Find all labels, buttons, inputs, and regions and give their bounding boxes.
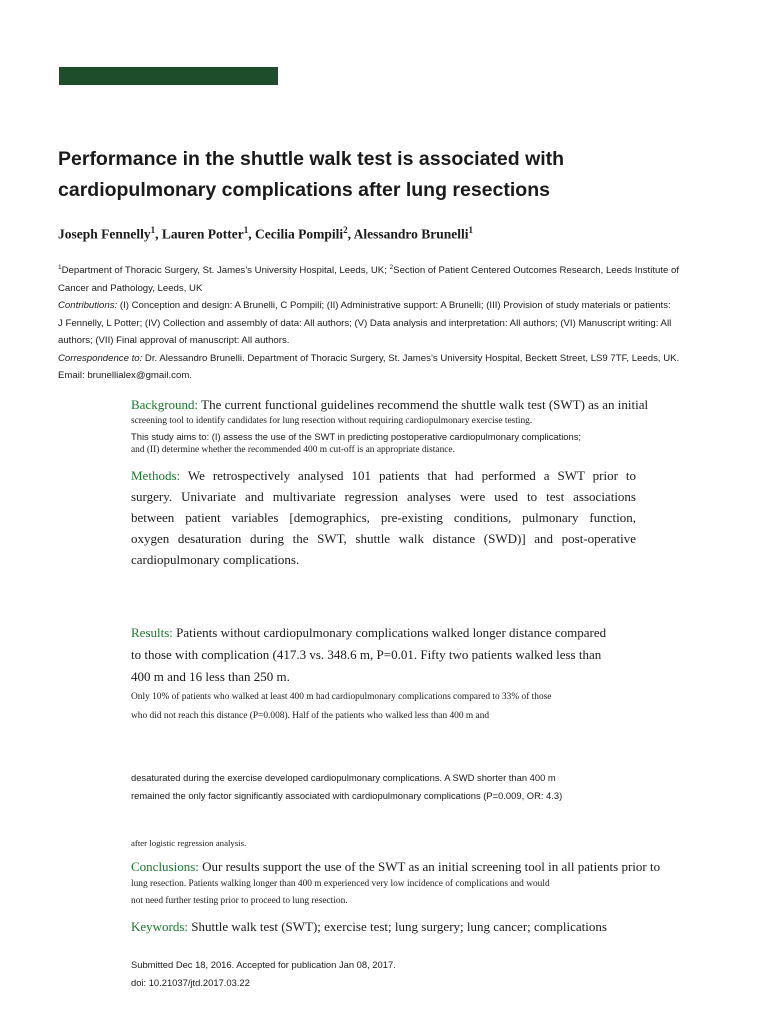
abstract-results-end: after logistic regression analysis. (131, 838, 247, 848)
abstract-methods: Methods: We retrospectively analysed 101 patients that had performed a SWT prior to surgery. Univariate and multivariate regression analyses were used to test associations between patient variables [demographics, pre-existing conditions, pulmonary function, oxygen desaturation during the SWT, shuttle walk distance (SWD)] and post-operative cardiopulmonary complications. (131, 468, 636, 567)
correspondence-email: Email: brunellialex@gmail.com. (58, 370, 192, 382)
doi-line: doi: 10.21037/jtd.2017.03.22 (131, 977, 250, 988)
header-color-bar (59, 67, 278, 85)
author-name: Lauren Potter (161, 226, 244, 242)
conclusions-label: Conclusions: (131, 859, 199, 874)
contributions-line: Contributions: (I) Conception and design: A Brunelli, C Pompili; (II) Administrative support: A Brunelli; (III) Provision of study materials or patients: (58, 300, 671, 312)
author-affiliation-mark: 1 (243, 225, 249, 235)
author-name: Joseph Fennelly (58, 226, 151, 242)
title-line-1: Performance in the shuttle walk test is associated with (58, 148, 565, 170)
affiliation-line: $^1$Department of Thoracic Surgery, St. James’s University Hospital, Leeds, UK; $^2$Section of Patient Centered Outcomes Research, Leeds Institute of Cancer and Pathology, Leeds, UK (58, 264, 680, 294)
author-name: Alessandro Brunelli (353, 226, 469, 242)
author-name: Cecilia Pompili (255, 226, 344, 242)
abstract-results-continued: desaturated during the exercise developed cardiopulmonary complications. A SWD shorter than 400 m remained the only factor significantly associated with cardiopulmonary complications (P=0.009, OR: 4.3) (131, 772, 563, 801)
contributions-line: authors; (VII) Final approval of manuscript: All authors. (58, 335, 290, 347)
submission-dates: Submitted Dec 18, 2016. Accepted for publication Jan 08, 2017. (131, 959, 396, 970)
background-label: Background: (131, 397, 199, 412)
contributions-line: J Fennelly, L Potter; (IV) Collection and assembly of data: All authors; (V) Data analysis and interpretation: All authors; (VI) Manuscript writing: All (58, 317, 672, 329)
title-line-2: cardiopulmonary complications after lung resections (58, 179, 550, 201)
abstract-keywords (131, 919, 686, 935)
author-affiliation-mark: 1 (150, 225, 156, 235)
affiliations-block (58, 259, 698, 385)
author-list: Joseph Fennelly$^1$, Lauren Potter$^1$, Cecilia Pompili$^2$, Alessandro Brunelli$^1$ (58, 225, 474, 242)
abstract-conclusions: Conclusions: Our results support the use of the SWT as an initial screening tool in all patients prior to lung resection. Patients walking longer than 400 m experienced very low incidence of complications and would not need further testing prior to proceed to lung resection. (131, 859, 661, 906)
abstract-background: Background: The current functional guidelines recommend the shuttle walk test (SWT) as an initial screening tool to identify candidates for lung resection without requiring cardiopulmonary exercise testing. This study aims to: (I) assess the use of the SWT in predicting postoperative cardiopulmonary complications; and (II) determine whether the recommended 400 m cut-off is an appropriate distance. (131, 397, 649, 455)
methods-label: Methods: (131, 468, 181, 483)
correspondence-line: Correspondence to: Dr. Alessandro Brunelli. Department of Thoracic Surgery, St. James’s University Hospital, Beckett Street, LS9 7TF, Leeds, UK. (58, 352, 680, 364)
abstract-results: Results: Patients without cardiopulmonary complications walked longer distance compared to those with complication (417.3 vs. 348.6 m, P=0.01. Fifty two patients walked less than 400 m and 16 less than 250 m. Only 10% of patients who walked at least 400 m had cardiopulmonary complications compared to 33% of those who did not reach this distance (P=0.008). Half of the patients who walked less than 400 m and (131, 625, 607, 721)
article-title (58, 144, 718, 206)
results-label: Results: (131, 625, 173, 640)
keywords-text: Shuttle walk test (SWT); exercise test; lung surgery; lung cancer; complications (188, 919, 607, 934)
author-affiliation-mark: 2 (343, 225, 348, 235)
keywords-label: Keywords: (131, 919, 189, 934)
contributions-label: Contributions: (58, 300, 118, 312)
author-affiliation-mark: 1 (468, 225, 474, 235)
correspondence-label: Correspondence to: (58, 352, 143, 364)
